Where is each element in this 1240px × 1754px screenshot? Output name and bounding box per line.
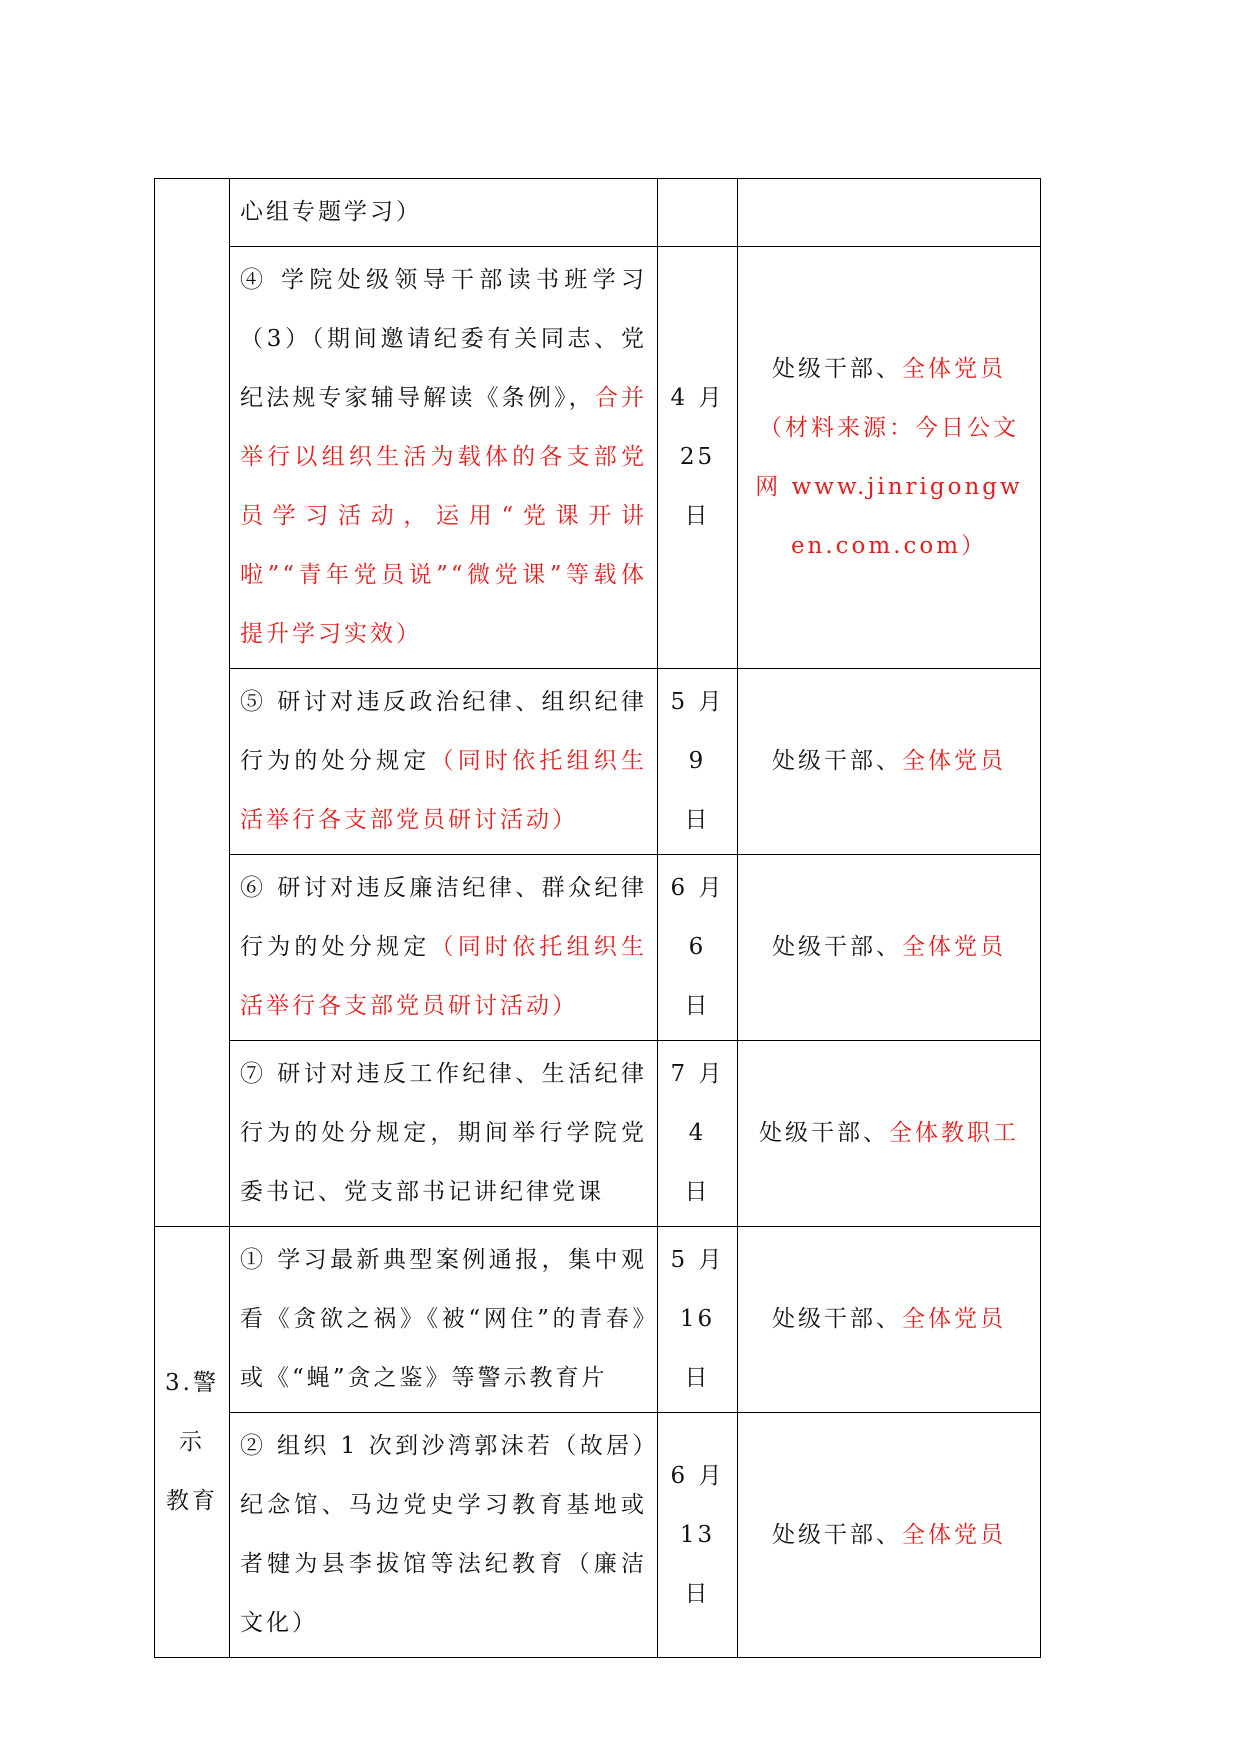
content-cell	[230, 669, 658, 855]
date-text: 4 月	[670, 385, 725, 411]
content-cell: 心组专题学习）	[230, 179, 658, 247]
content-cell: ② 组织 1 次到沙湾郭沫若（故居）纪念馆、马边党史学习教育基地或者犍为县李拔馆等法纪教育（廉洁文化）	[230, 1413, 658, 1658]
content-text: ⑤ 研讨对违反政治纪律、组织纪律行为的处分规定	[240, 689, 647, 774]
table-row	[155, 179, 1041, 247]
participants-text: 处级干部、	[772, 934, 902, 960]
date-text: 5 月 9	[670, 689, 725, 774]
participants-text-highlight: 全体教职工	[889, 1120, 1019, 1146]
date-text: 日	[684, 1179, 711, 1205]
content-cell: ⑦ 研讨对违反工作纪律、生活纪律行为的处分规定，期间举行学院党委书记、党支部书记讲纪律党课	[230, 1041, 658, 1227]
participants-text-highlight: 全体党员（材料来源：今日公文网 www.jinrigongwen.com.com）	[755, 355, 1023, 559]
content-cell	[230, 855, 658, 1041]
category-text: 示	[179, 1428, 205, 1455]
date-cell	[658, 247, 738, 669]
table-row	[155, 855, 1041, 1041]
date-text: 日	[684, 807, 711, 833]
plan-table	[154, 178, 1041, 1658]
category-text: 3.警	[165, 1369, 219, 1396]
date-text: 25 日	[679, 444, 716, 529]
content-text-highlight: （同时依托组织生活举行各支部党员研讨活动）	[240, 748, 648, 833]
date-text: 日	[684, 993, 711, 1019]
date-cell	[658, 1413, 738, 1658]
participants-text: 处级干部、	[772, 355, 902, 382]
date-cell	[658, 179, 738, 247]
table-row	[155, 669, 1041, 855]
table-row	[155, 247, 1041, 669]
date-text: 16 日	[679, 1306, 716, 1391]
content-cell	[230, 247, 658, 669]
date-text: 6 月 6	[670, 875, 725, 960]
participants-text: 处级干部、	[759, 1120, 889, 1146]
date-text: 5 月	[670, 1247, 725, 1273]
participants-cell	[738, 179, 1041, 247]
participants-text-highlight: 全体党员	[902, 748, 1006, 774]
participants-text: 处级干部、	[772, 1306, 902, 1332]
category-cell	[155, 179, 230, 1227]
participants-cell	[738, 1227, 1041, 1413]
table-row	[155, 1041, 1041, 1227]
participants-text-highlight: 全体党员	[902, 1521, 1006, 1548]
table-row	[155, 1227, 1041, 1413]
participants-text: 处级干部、	[772, 1521, 902, 1548]
content-cell: ① 学习最新典型案例通报，集中观看《贪欲之祸》《被“网住”的青春》或《“蝇”贪之鉴》等警示教育片	[230, 1227, 658, 1413]
participants-text: 处级干部、	[772, 748, 902, 774]
date-text: 13 日	[679, 1521, 716, 1607]
date-cell	[658, 855, 738, 1041]
category-cell	[155, 1227, 230, 1658]
participants-cell	[738, 1041, 1041, 1227]
date-cell	[658, 669, 738, 855]
content-text: ⑥ 研讨对违反廉洁纪律、群众纪律行为的处分规定	[240, 875, 647, 960]
participants-cell	[738, 247, 1041, 669]
participants-text-highlight: 全体党员	[902, 934, 1006, 960]
table-row	[155, 1413, 1041, 1658]
date-cell	[658, 1227, 738, 1413]
content-text-highlight: （同时依托组织生活举行各支部党员研讨活动）	[240, 934, 648, 1019]
content-text: ④ 学院处级领导干部读书班学习（3）（期间邀请纪委有关同志、党纪法规专家辅导解读《条例》，	[240, 267, 647, 411]
participants-cell	[738, 669, 1041, 855]
participants-text-highlight: 全体党员	[902, 1306, 1006, 1332]
content-text-highlight: 合并举行以组织生活为载体的各支部党员学习活动，运用“党课开讲啦”“青年党员说”“微党课”等载体提升学习实效）	[240, 385, 648, 647]
participants-cell	[738, 1413, 1041, 1658]
date-cell	[658, 1041, 738, 1227]
category-text: 教育	[166, 1487, 218, 1514]
participants-cell	[738, 855, 1041, 1041]
date-text: 7 月 4	[670, 1061, 725, 1146]
date-text: 6 月	[670, 1462, 725, 1489]
